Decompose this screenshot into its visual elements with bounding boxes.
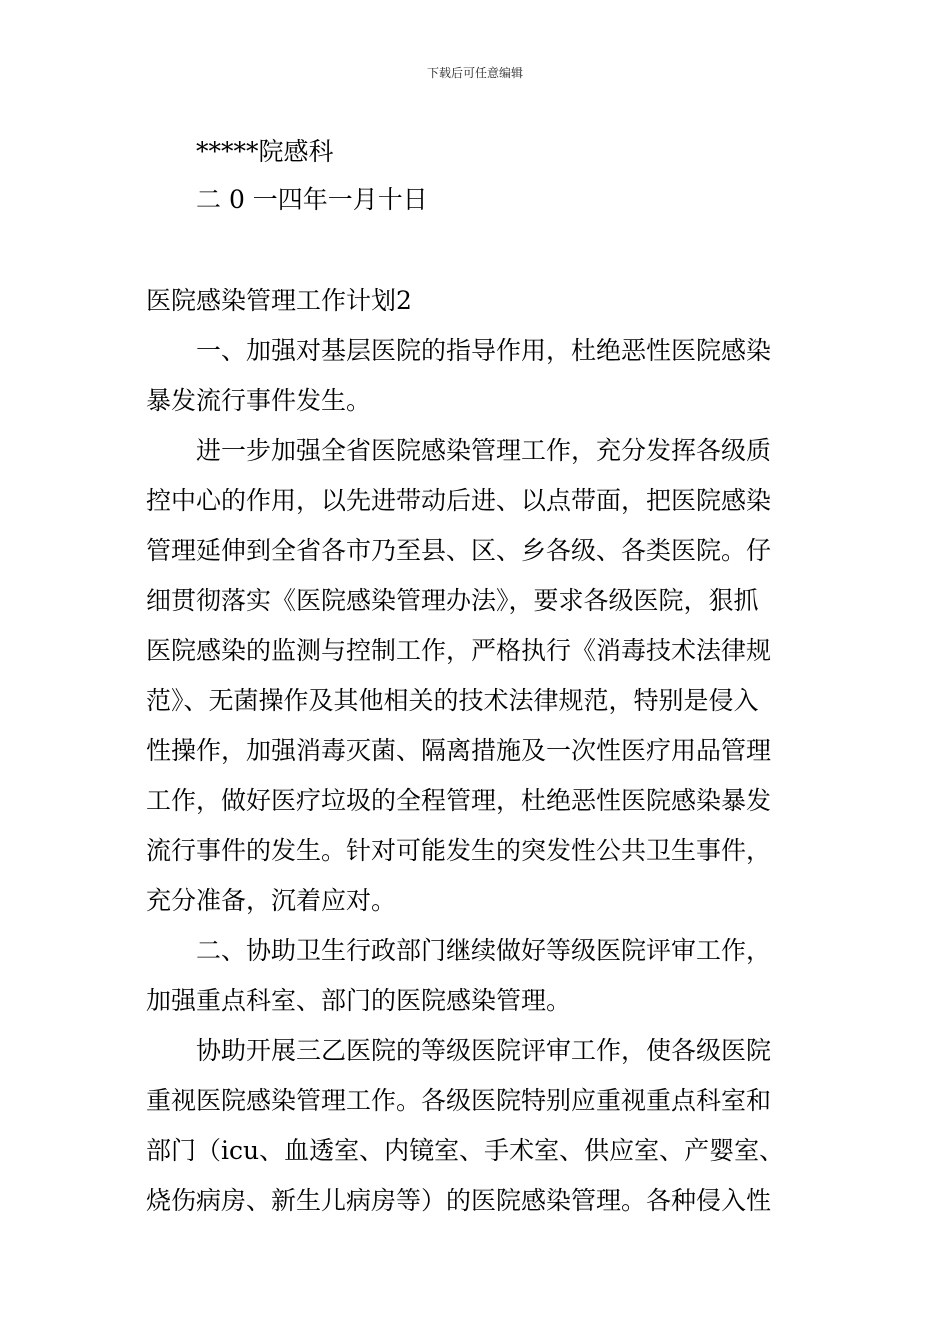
paragraph-line: 二、协助卫生行政部门继续做好等级医院评审工作， <box>196 936 772 965</box>
paragraph-line: 重视医院感染管理工作。各级医院特别应重视重点科室和 <box>146 1086 772 1115</box>
paragraph-line: 工作，做好医疗垃圾的全程管理，杜绝恶性医院感染暴发 <box>146 786 772 815</box>
paragraph-line: 暴发流行事件发生。 <box>146 386 372 415</box>
paragraph-line: 管理延伸到全省各市乃至县、区、乡各级、各类医院。仔 <box>146 536 772 565</box>
paragraph-line: 性操作，加强消毒灭菌、隔离措施及一次性医疗用品管理 <box>146 736 772 765</box>
paragraph-line: 进一步加强全省医院感染管理工作，充分发挥各级质 <box>196 436 772 465</box>
signature-org: *****院感科 <box>196 137 334 166</box>
paragraph-line: 加强重点科室、部门的医院感染管理。 <box>146 986 572 1015</box>
paragraph-line: 一、加强对基层医院的指导作用，杜绝恶性医院感染 <box>196 336 772 365</box>
paragraph-line: 流行事件的发生。针对可能发生的突发性公共卫生事件， <box>146 836 772 865</box>
section-title: 医院感染管理工作计划2 <box>146 286 412 315</box>
header-note: 下载后可任意编辑 <box>426 66 523 80</box>
paragraph-line: 控中心的作用，以先进带动后进、以点带面，把医院感染 <box>146 486 772 515</box>
paragraph-line: 细贯彻落实《医院感染管理办法》，要求各级医院，狠抓 <box>146 586 759 615</box>
signature-date: 二 0 一四年一月十日 <box>196 185 428 214</box>
paragraph-line: 医院感染的监测与控制工作，严格执行《消毒技术法律规 <box>146 636 772 665</box>
paragraph-line: 烧伤病房、新生儿病房等）的医院感染管理。各种侵入性 <box>146 1186 772 1215</box>
paragraph-line: 部门（icu、血透室、内镜室、手术室、供应室、产婴室、 <box>146 1136 785 1165</box>
paragraph-line: 充分准备，沉着应对。 <box>146 886 397 915</box>
paragraph-line: 协助开展三乙医院的等级医院评审工作，使各级医院 <box>196 1036 772 1065</box>
paragraph-line: 范》、无菌操作及其他相关的技术法律规范，特别是侵入 <box>146 686 759 715</box>
